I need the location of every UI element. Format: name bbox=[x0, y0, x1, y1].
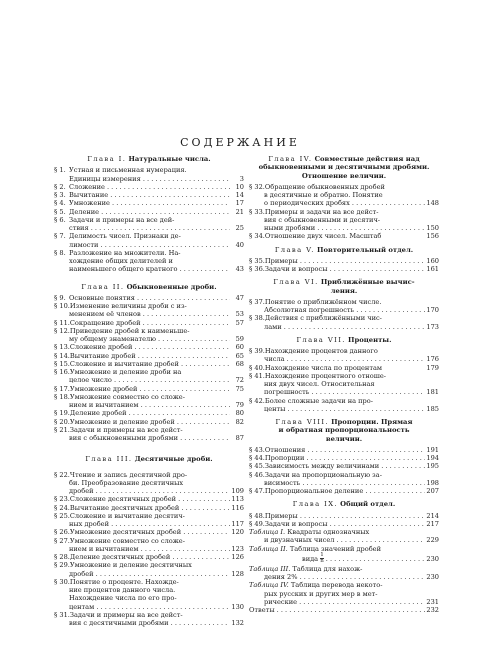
toc-entry[interactable]: § 26. Умножение десятичных дробей . . . 120 bbox=[54, 528, 244, 536]
toc-table-entry[interactable]: Таблица I. Квадраты однозначных и двузначных чисел . . . 229 bbox=[249, 528, 439, 545]
chapter-heading-1: Глава I. Натуральные числа. bbox=[87, 155, 211, 163]
toc-entry[interactable]: § 14. Вычитание дробей . . . 65 bbox=[54, 352, 244, 360]
toc-entry[interactable]: § 13. Сложение дробей . . . 60 bbox=[54, 343, 244, 351]
toc-entry[interactable]: § 15. Сложение и вычитание дробей . . . 68 bbox=[54, 360, 244, 368]
toc-table-entry[interactable]: Таблица III. Таблица для нахож- дения 2% . . . 230 bbox=[249, 565, 439, 582]
toc-entry[interactable]: § 32. Обращение обыкновенных дробей в десятичные и обратно. Понятие о периодических дробях . . . 148 bbox=[249, 183, 439, 208]
toc-entry[interactable]: § 29. Умножение и деление десятичных дробей . . . 128 bbox=[54, 561, 244, 578]
toc-entry[interactable]: § 38. Действия с приближёнными чис- лами . . . 173 bbox=[249, 314, 439, 331]
toc-entry[interactable]: § 48. Примеры . . . 214 bbox=[249, 512, 439, 520]
chapter-heading-9: Глава IX. Общий отдел. bbox=[292, 500, 396, 509]
toc-entry[interactable]: § 42. Более сложные задачи на про- центы . . . 185 bbox=[249, 397, 439, 414]
toc-entry[interactable]: § 1. Устная и письменная нумерация. Единицы измерения . . . 3 bbox=[54, 166, 244, 183]
toc-entry[interactable]: § 16. Умножение и деление дроби на целое число . . . 72 bbox=[54, 368, 244, 385]
toc-entry[interactable]: § 35. Примеры . . . 160 bbox=[249, 257, 439, 265]
chapter-heading-6: Глава VI. Приближённые вычис- ления. bbox=[273, 278, 415, 295]
toc-entry[interactable]: § 6. Задачи и примеры на все дей- ствия . . . 25 bbox=[54, 216, 244, 233]
toc-entry[interactable]: § 10. Изменение величины дроби с из- менением её членов . . . 53 bbox=[54, 302, 244, 319]
toc-entry[interactable]: § 8. Разложение на множители. На- хождение общих делителей и наименьшего общего кратного . . . 43 bbox=[54, 249, 244, 274]
toc-entry[interactable]: § 28. Деление десятичных дробей . . . 126 bbox=[54, 553, 244, 561]
toc-entry[interactable]: § 5. Деление . . . 21 bbox=[54, 208, 244, 216]
toc-entry[interactable]: § 9. Основные понятия . . . 47 bbox=[54, 294, 244, 302]
toc-entry[interactable]: § 43. Отношения . . . 191 bbox=[249, 446, 439, 454]
toc-entry[interactable]: § 33. Примеры и задачи на все дейст- вия с обыкновенными и десятич- ными дробями . . . 150 bbox=[249, 208, 439, 233]
toc-table-entry[interactable]: Таблица II. Таблица значений дробей вида $\frac{1}{n}$ . . . 230 bbox=[249, 545, 439, 565]
toc-entry[interactable]: § 40. Нахождение числа по процентам 179 bbox=[249, 363, 439, 372]
toc-entry[interactable]: § 20. Умножение и деление дробей . . . 82 bbox=[54, 418, 244, 426]
chapter-heading-2: Глава II. Обыкновенные дроби. bbox=[81, 282, 217, 291]
toc-entry[interactable]: § 41. Нахождение процентного отноше- ния двух чисел. Относительная погрешность . . . 181 bbox=[249, 372, 439, 397]
toc-entry[interactable]: § 4. Умножение . . . 17 bbox=[54, 199, 244, 207]
toc-entry[interactable]: § 34. Отношение двух чисел. Масштаб 156 bbox=[249, 232, 439, 241]
toc-entry[interactable]: § 12. Приведение дробей к наименьше- му общему знаменателю . . . 59 bbox=[54, 327, 244, 344]
toc-entry[interactable]: § 31. Задачи и примеры на все дейст- вия с десятичными дробями . . . 132 bbox=[54, 611, 244, 628]
chapter-heading-7: Глава VII. Проценты. bbox=[296, 335, 392, 344]
toc-entry[interactable]: § 45. Зависимость между величинами . . . 195 bbox=[249, 462, 439, 470]
toc-entry[interactable]: § 30. Понятие о проценте. Нахожде- ние процентов данного числа. Нахождение числа по его про- центам . . . 130 bbox=[54, 578, 244, 611]
toc-entry[interactable]: § 36. Задачи и вопросы . . . 161 bbox=[249, 265, 439, 273]
toc-entry[interactable]: § 17. Умножение дробей . . . 75 bbox=[54, 385, 244, 393]
toc-table-entry[interactable]: Таблица IV. Таблица перевода некото- рых русских и других мер в мет- рические . . . 231 bbox=[249, 581, 439, 606]
toc-entry[interactable]: § 44. Пропорции . . . 194 bbox=[249, 454, 439, 462]
toc-entry[interactable]: § 18. Умножение совместно со сложе- нием и вычитанием . . . 79 bbox=[54, 393, 244, 410]
toc-left-column bbox=[54, 150, 244, 627]
toc-entry[interactable]: § 49. Задачи и вопросы . . . 217 bbox=[249, 520, 439, 528]
toc-entry[interactable]: § 22. Чтение и запись десятичной дро- би. Преобразование десятичных дробей . . . 109 bbox=[54, 471, 244, 496]
toc-entry[interactable]: § 21. Задачи и примеры на все дейст- вия с обыкновенными дробями . . . 87 bbox=[54, 426, 244, 443]
page-title: СОДЕРЖАНИЕ bbox=[180, 136, 300, 149]
chapter-heading-4: Глава IV. Совместные действия над обыкновенными и десятичными дробями. Отношение величин. bbox=[258, 155, 430, 180]
toc-entry[interactable]: § 7. Делимость чисел. Признаки де- лимости . . . 40 bbox=[54, 232, 244, 249]
toc-right-column bbox=[249, 150, 439, 614]
toc-answers-entry[interactable]: Ответы . . . 232 bbox=[249, 606, 439, 614]
toc-entry[interactable]: § 47. Пропорциональное деление . . . 207 bbox=[249, 487, 439, 495]
toc-entry[interactable]: § 19. Деление дробей . . . 80 bbox=[54, 409, 244, 417]
toc-entry[interactable]: § 2. Сложение . . . 10 bbox=[54, 183, 244, 191]
chapter-heading-5: Глава V. Повторительный отдел. bbox=[274, 245, 414, 254]
chapter-heading-8: Глава VIII. Пропорции. Прямая и обратная пропорциональность величин. bbox=[275, 418, 413, 443]
toc-entry[interactable]: § 24. Вычитание десятичных дробей . . . 116 bbox=[54, 504, 244, 512]
toc-entry[interactable]: § 23. Сложение десятичных дробей . . . 113 bbox=[54, 495, 244, 503]
fraction-one-over-n: $\frac{1}{n}$ bbox=[320, 551, 324, 565]
chapter-heading-3: Глава III. Десятичные дроби. bbox=[85, 455, 213, 464]
toc-entry[interactable]: § 3. Вычитание . . . 14 bbox=[54, 191, 244, 199]
toc-entry[interactable]: § 25. Сложение и вычитание десятич- ных дробей . . . 117 bbox=[54, 512, 244, 529]
toc-entry[interactable]: § 46. Задачи на пропорциональную за- висимость . . . 198 bbox=[249, 471, 439, 488]
toc-entry[interactable]: § 11. Сокращение дробей . . . 57 bbox=[54, 319, 244, 327]
toc-entry[interactable]: § 39. Нахождение процентов данного числа . . . 176 bbox=[249, 347, 439, 364]
toc-entry[interactable]: § 27. Умножение совместно со сложе- нием и вычитанием . . . 123 bbox=[54, 537, 244, 554]
toc-entry[interactable]: § 37. Понятие о приближённом числе. Абсолютная погрешность . . . 170 bbox=[249, 298, 439, 315]
